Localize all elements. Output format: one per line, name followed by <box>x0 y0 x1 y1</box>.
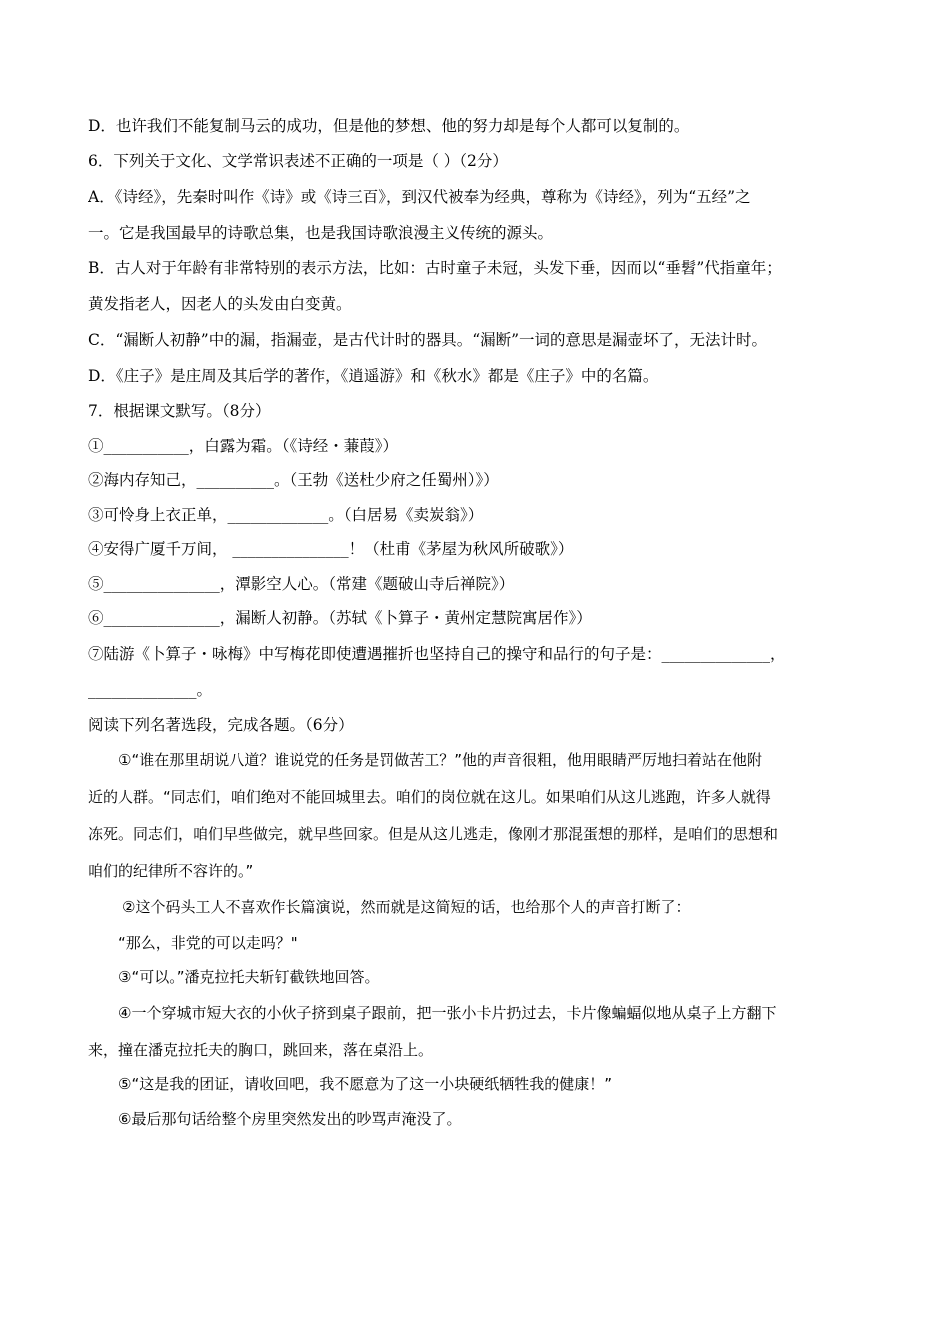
q7-item: ①___________，白露为霜。（《诗经・蒹葭》） <box>88 437 399 455</box>
q7-item: ______________。 <box>88 681 213 699</box>
passage-line: “那么，非党的可以走吗？" <box>118 934 298 952</box>
q7-item: ④安得广厦千万间， _______________！（杜甫《茅屋为秋风所破歌》） <box>88 540 574 558</box>
q6-stem: 6．下列关于文化、文学常识表述不正确的一项是（ ）（2分） <box>88 152 508 170</box>
q6-option-a-line2: 一。它是我国最早的诗歌总集，也是我国诗歌浪漫主义传统的源头。 <box>88 224 554 242</box>
passage-line: ③“可以。”潘克拉托夫斩钉截铁地回答。 <box>118 968 380 986</box>
q6-option-b-line2: 黄发指老人，因老人的头发由白变黄。 <box>88 295 352 313</box>
passage-line: 咱们的纪律所不容许的。” <box>88 862 254 880</box>
q7-item: ⑤_______________，潭影空人心。（常建《题破山寺后禅院》） <box>88 575 515 593</box>
passage-line: 近的人群。“同志们，咱们绝对不能回城里去。咱们的岗位就在这儿。如果咱们从这儿逃跑，许多人就得 <box>88 788 771 806</box>
q7-item: ⑥_______________，漏断人初静。（苏轼《卜算子・黄州定慧院寓居作》） <box>88 609 592 627</box>
passage-line: 来，撞在潘克拉托夫的胸口，跳回来，落在桌沿上。 <box>88 1041 434 1059</box>
q7-item: ③可怜身上衣正单，_____________。（白居易《卖炭翁》） <box>88 506 484 524</box>
passage-line: ⑤“这是我的团证，请收回吧，我不愿意为了这一小块硬纸牺牲我的健康！” <box>118 1075 612 1093</box>
passage-line: ②这个码头工人不喜欢作长篇演说，然而就是这简短的话，也给那个人的声音打断了： <box>122 898 691 916</box>
passage-line: ⑥最后那句话给整个房里突然发出的吵骂声淹没了。 <box>118 1110 462 1128</box>
q7-stem: 7．根据课文默写。（8分） <box>88 402 271 420</box>
q6-option-b-line1: B．古人对于年龄有非常特别的表示方法，比如：古时童子未冠，头发下垂，因而以“垂髫”代指童年； <box>88 259 782 277</box>
q6-option-c: C．“漏断人初静”中的漏，指漏壶，是古代计时的器具。“漏断”一词的意思是漏壶坏了，无法计时。 <box>88 331 768 349</box>
passage-line: 冻死。同志们，咱们早些做完，就早些回家。但是从这儿逃走，像刚才那混蛋想的那样，是咱们的思想和 <box>88 825 779 843</box>
reading-intro: 阅读下列名著选段，完成各题。（6分） <box>88 716 354 734</box>
q6-option-d: D．《庄子》是庄周及其后学的著作，《逍遥游》和《秋水》都是《庄子》中的名篇。 <box>88 367 659 385</box>
passage-line: ④一个穿城市短大衣的小伙子挤到桌子跟前，把一张小卡片扔过去，卡片像蝙蝠似地从桌子上方翻下 <box>118 1004 777 1022</box>
q7-item: ②海内存知己，__________。（王勃《送杜少府之任蜀州）》） <box>88 471 499 489</box>
q5-option-d: D．也许我们不能复制马云的成功，但是他的梦想、他的努力却是每个人都可以复制的。 <box>88 117 690 135</box>
passage-line: ①“谁在那里胡说八道？谁说党的任务是罚做苦工？”他的声音很粗，他用眼睛严厉地扫着站在他附 <box>118 751 762 769</box>
q6-option-a-line1: A．《诗经》，先秦时叫作《诗》或《诗三百》，到汉代被奉为经典，尊称为《诗经》，列为“五经”之 <box>88 188 751 206</box>
q7-item: ⑦陆游《卜算子・咏梅》中写梅花即使遭遇摧折也坚持自己的操守和品行的句子是：______________， <box>88 645 786 663</box>
